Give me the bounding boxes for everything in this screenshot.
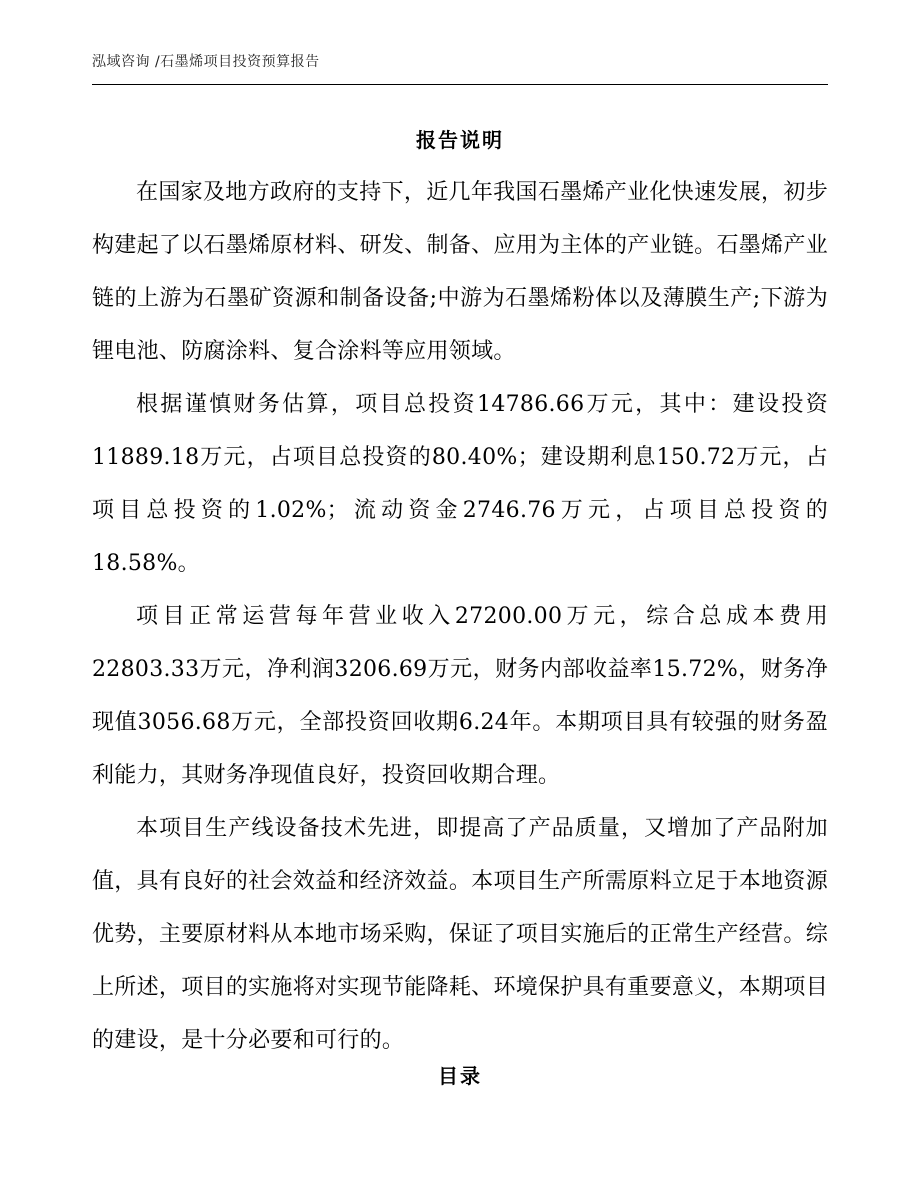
paragraph-investment-estimate: 根据谨慎财务估算，项目总投资14786.66万元，其中：建设投资11889.18万元，占项目总投资的80.40%；建设期利息150.72万元，占项目总投资的1.02%；流动资金2746.76万元，占项目总投资的18.58%。 xyxy=(92,392,828,576)
paragraph-conclusion: 本项目生产线设备技术先进，即提高了产品质量，又增加了产品附加值，具有良好的社会效益和经济效益。本项目生产所需原料立足于本地资源优势，主要原材料从本地市场采购，保证了项目实施后的正常生产经营。综上所述，项目的实施将对实现节能降耗、环境保护具有重要意义，本期项目的建设，是十分必要和可行的。 xyxy=(92,816,828,1053)
toc-title: 目录 xyxy=(438,1064,482,1088)
paragraph-operating-returns: 项目正常运营每年营业收入27200.00万元，综合总成本费用22803.33万元，净利润3206.69万元，财务内部收益率15.72%，财务净现值3056.68万元，全部投资回收期6.24年。本期项目具有较强的财务盈利能力，其财务净现值良好，投资回收期合理。 xyxy=(92,604,828,788)
page-header xyxy=(92,50,828,85)
report-title: 报告说明 xyxy=(416,128,504,152)
header-text: 泓域咨询 /石墨烯项目投资预算报告 xyxy=(92,54,320,70)
report-body xyxy=(92,166,828,1067)
paragraph-industry-background: 在国家及地方政府的支持下，近几年我国石墨烯产业化快速发展，初步构建起了以石墨烯原材料、研发、制备、应用为主体的产业链。石墨烯产业链的上游为石墨矿资源和制备设备;中游为石墨烯粉体以及薄膜生产;下游为锂电池、防腐涂料、复合涂料等应用领域。 xyxy=(92,180,828,364)
